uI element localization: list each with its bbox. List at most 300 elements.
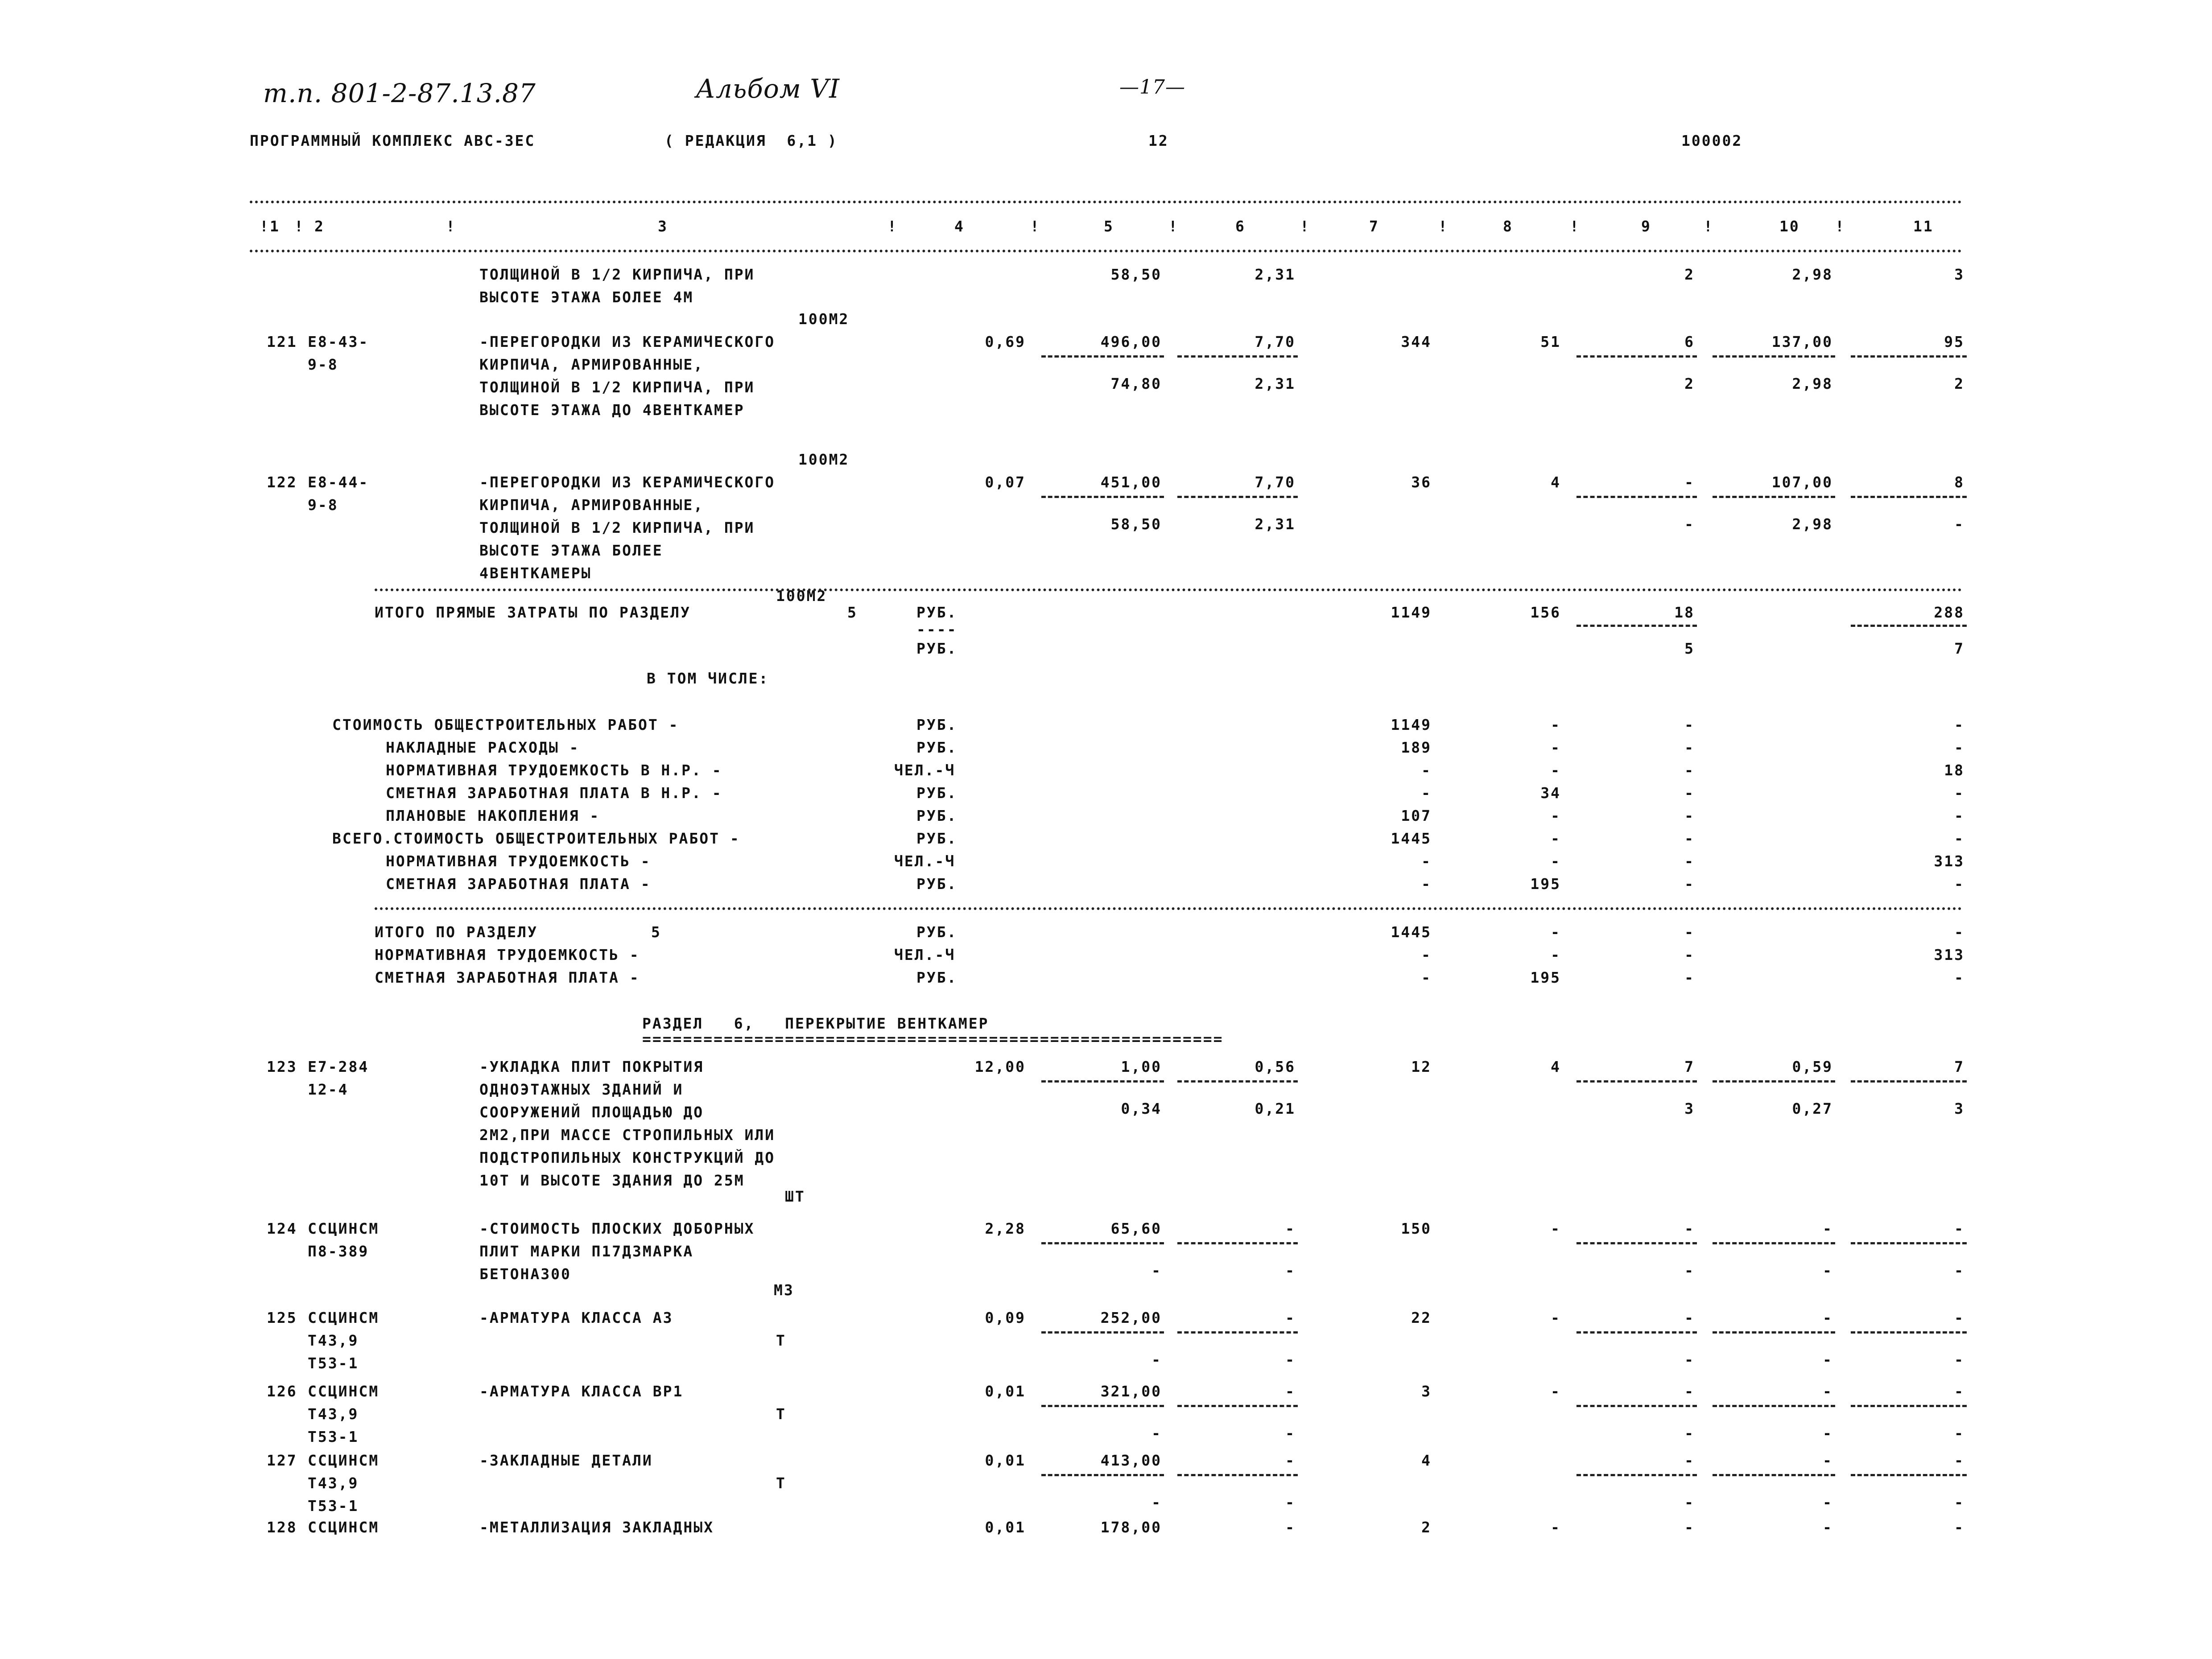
cell-c7: - (1421, 969, 1432, 986)
column-header-7: 7 (1369, 218, 1379, 235)
item-code: ССЦИНСМ (308, 1220, 380, 1237)
section6-title: РАЗДЕЛ 6, ПЕРЕКРЫТИЕ ВЕНТКАМЕР (642, 1015, 989, 1032)
item-unit: 100М2 (798, 451, 850, 468)
cell-c9: - (1684, 1519, 1695, 1536)
cell-c6: - (1285, 1519, 1296, 1536)
cell-c7: 22 (1411, 1309, 1432, 1326)
cell-c6: - (1285, 1383, 1296, 1400)
cell-c4: 0,69 (985, 333, 1026, 350)
total-direct-label: ИТОГО ПРЯМЫЕ ЗАТРАТЫ ПО РАЗДЕЛУ (375, 604, 691, 621)
item-description-line: -УКЛАДКА ПЛИТ ПОКРЫТИЯ (479, 1058, 704, 1075)
cell-c10: - (1823, 1309, 1833, 1326)
cell-c8: 34 (1540, 784, 1561, 802)
cell-c9: - (1684, 716, 1695, 733)
subtotal-dash (1851, 496, 1967, 498)
cell-c11-wage: - (1954, 515, 1964, 533)
cell-c7: 3 (1421, 1383, 1432, 1400)
section-total-label: СМЕТНАЯ ЗАРАБОТНАЯ ПЛАТА - (375, 969, 640, 986)
cell-c8: - (1551, 1519, 1561, 1536)
cell-c6: 7,70 (1255, 473, 1296, 491)
cell-c7: 344 (1401, 333, 1432, 350)
unit-label: РУБ. (916, 784, 957, 802)
item-description-line: ТОЛЩИНОЙ В 1/2 КИРПИЧА, ПРИ (479, 266, 755, 283)
item-code: Т43,9 (308, 1405, 359, 1423)
item-description-line: ТОЛЩИНОЙ В 1/2 КИРПИЧА, ПРИ (479, 519, 755, 536)
cell-c8: 156 (1530, 604, 1561, 621)
cell-c7: 2 (1421, 1519, 1432, 1536)
column-header-4: 4 (954, 218, 965, 235)
cell-c8: - (1551, 716, 1561, 733)
unit-label: ЧЕЛ.-Ч (894, 762, 956, 779)
subtotal-dash (1576, 1474, 1697, 1476)
cell-c9: - (1684, 1452, 1695, 1469)
cell-c9: - (1684, 762, 1695, 779)
cell-c8: 195 (1530, 875, 1561, 893)
cell-c11: - (1954, 969, 1964, 986)
cell-c11: - (1954, 1309, 1964, 1326)
column-separator: ! (1300, 218, 1310, 235)
cell-c8: 4 (1551, 473, 1561, 491)
item-description-line: 2М2,ПРИ МАССЕ СТРОПИЛЬНЫХ ИЛИ (479, 1126, 776, 1144)
cell-c10-wage: 2,98 (1792, 515, 1833, 533)
item-description-line: ПОДСТРОПИЛЬНЫХ КОНСТРУКЦИЙ ДО (479, 1149, 776, 1166)
column-separator: ! (1030, 218, 1040, 235)
column-separator: ! (260, 218, 270, 235)
unit-label: РУБ. (916, 830, 957, 847)
cell-c9-wage: - (1684, 1351, 1695, 1368)
column-header-8: 8 (1503, 218, 1513, 235)
cell-c6: - (1285, 1220, 1296, 1237)
subtotal-dash (1713, 355, 1835, 358)
item-description-line: -АРМАТУРА КЛАССА ВР1 (479, 1383, 684, 1400)
subtotal-dash (1576, 1080, 1697, 1083)
column-header-11: 11 (1913, 218, 1934, 235)
cell-c8: - (1551, 946, 1561, 963)
subtotal-dash (1041, 496, 1164, 498)
item-description-line: -МЕТАЛЛИЗАЦИЯ ЗАКЛАДНЫХ (479, 1519, 714, 1536)
item-description-line: ТОЛЩИНОЙ В 1/2 КИРПИЧА, ПРИ (479, 379, 755, 396)
cell-c7: 36 (1411, 473, 1432, 491)
unit-label: РУБ. (916, 604, 957, 621)
item-code: ССЦИНСМ (308, 1519, 380, 1536)
cell-c6-wage: - (1285, 1262, 1296, 1279)
cell-c11-wage: 7 (1954, 640, 1964, 657)
cell-c9-wage: 2 (1684, 375, 1695, 392)
item-code: ССЦИНСМ (308, 1383, 380, 1400)
cell-c11-wage: - (1954, 1424, 1964, 1442)
cell-c7: 1149 (1391, 604, 1432, 621)
item-description-line: -ПЕРЕГОРОДКИ ИЗ КЕРАМИЧЕСКОГО (479, 473, 776, 491)
subtotal-dash (1713, 1405, 1835, 1407)
subtotal-dash (1576, 625, 1697, 627)
item-number: 124 (267, 1220, 297, 1237)
cell-c4: 0,07 (985, 473, 1026, 491)
cell-c7: 1149 (1391, 716, 1432, 733)
subtotal-dash (1576, 496, 1697, 498)
cell-c11-wage: 2 (1954, 375, 1964, 392)
item-code: П8-389 (308, 1243, 369, 1260)
item-code: 9-8 (308, 496, 338, 514)
cell-c6: 7,70 (1255, 333, 1296, 350)
column-header-9: 9 (1641, 218, 1651, 235)
cell-c8: - (1551, 739, 1561, 756)
subtotal-dash (1713, 1331, 1835, 1334)
item-code: Е8-43- (308, 333, 369, 350)
cell-c5: 252,00 (1100, 1309, 1162, 1326)
item-description-line: -СТОИМОСТЬ ПЛОСКИХ ДОБОРНЫХ (479, 1220, 755, 1237)
item-code: Т43,9 (308, 1332, 359, 1349)
column-header-5: 5 (1104, 218, 1114, 235)
cell-c5: 496,00 (1100, 333, 1162, 350)
item-unit: Т (776, 1474, 786, 1492)
cell-c5: 65,60 (1110, 1220, 1162, 1237)
cell-c8: 195 (1530, 969, 1561, 986)
header-bottom-rule (250, 250, 1962, 252)
item-code: Т53-1 (308, 1497, 359, 1515)
summary-label: НОРМАТИВНАЯ ТРУДОЕМКОСТЬ - (386, 852, 651, 870)
cell-col11: 3 (1954, 266, 1964, 283)
section-total-label: ИТОГО ПО РАЗДЕЛУ (375, 923, 538, 941)
summary-label: НАКЛАДНЫЕ РАСХОДЫ - (386, 739, 580, 756)
item-description-line: КИРПИЧА, АРМИРОВАННЫЕ, (479, 496, 704, 514)
cell-c5-wage: 58,50 (1110, 515, 1162, 533)
handwritten-album: Альбом VI (696, 74, 840, 104)
cell-c4: 0,01 (985, 1383, 1026, 1400)
subtotal-dash (1851, 1405, 1967, 1407)
item-description-line: ВЫСОТЕ ЭТАЖА БОЛЕЕ (479, 542, 663, 559)
subtotal-dash (1851, 355, 1967, 358)
item-unit: Т (776, 1332, 786, 1349)
including-label: В ТОМ ЧИСЛЕ: (647, 670, 769, 687)
subtotal-dash (1713, 1242, 1835, 1244)
subtotal-dash (1576, 1405, 1697, 1407)
cell-c5-wage: - (1151, 1262, 1162, 1279)
unit-label: РУБ. (916, 807, 957, 824)
cell-c5: 413,00 (1100, 1452, 1162, 1469)
cell-c9: - (1684, 807, 1695, 824)
cell-c11: 313 (1934, 946, 1964, 963)
subtotal-dash (1713, 1080, 1835, 1083)
item-code: Т43,9 (308, 1474, 359, 1492)
subtotal-dash (1851, 1331, 1967, 1334)
section-rule (375, 907, 1962, 910)
cell-c5: 321,00 (1100, 1383, 1162, 1400)
item-number: 128 (267, 1519, 297, 1536)
item-code: 12-4 (308, 1081, 349, 1098)
column-header-6: 6 (1235, 218, 1246, 235)
unit-label: ЧЕЛ.-Ч (894, 852, 956, 870)
cell-c7: - (1421, 762, 1432, 779)
cell-c4: 2,28 (985, 1220, 1026, 1237)
total-direct-section: 5 (847, 604, 858, 621)
summary-label: СМЕТНАЯ ЗАРАБОТНАЯ ПЛАТА В Н.Р. - (386, 784, 722, 802)
subtotal-dash (1177, 1405, 1298, 1407)
column-separator: ! (294, 218, 305, 235)
subtotal-dash (1576, 1331, 1697, 1334)
unit-label: РУБ. (916, 875, 957, 893)
cell-c10: 137,00 (1771, 333, 1833, 350)
cell-c11: 313 (1934, 852, 1964, 870)
column-separator: ! (1704, 218, 1714, 235)
cell-c8: - (1551, 1309, 1561, 1326)
cell-c11: 95 (1944, 333, 1964, 350)
cell-c11: 8 (1954, 473, 1964, 491)
section-rule (375, 589, 1962, 591)
cell-c9: - (1684, 1309, 1695, 1326)
subtotal-dash (1177, 1242, 1298, 1244)
cell-c5: 451,00 (1100, 473, 1162, 491)
cell-c7: - (1421, 852, 1432, 870)
subtotal-dash (1041, 355, 1164, 358)
item-number: 125 (267, 1309, 297, 1326)
cell-c6-wage: 2,31 (1255, 375, 1296, 392)
cell-c6: - (1285, 1452, 1296, 1469)
cell-c9-wage: 5 (1684, 640, 1695, 657)
item-unit: ШТ (785, 1188, 805, 1205)
section-total-number: 5 (651, 923, 661, 941)
item-number: 126 (267, 1383, 297, 1400)
item-code: ССЦИНСМ (308, 1452, 380, 1469)
item-number: 127 (267, 1452, 297, 1469)
subtotal-dash (1177, 1331, 1298, 1334)
cell-c10-wage: - (1823, 1424, 1833, 1442)
cell-c6-wage: - (1285, 1351, 1296, 1368)
cell-c9: - (1684, 830, 1695, 847)
subtotal-dash (1041, 1331, 1164, 1334)
subtotal-dash (1041, 1474, 1164, 1476)
column-separator: ! (1570, 218, 1580, 235)
cell-c9-wage: - (1684, 1262, 1695, 1279)
cell-c11: 288 (1934, 604, 1964, 621)
cell-c4: 0,01 (985, 1452, 1026, 1469)
item-description-line: ВЫСОТЕ ЭТАЖА ДО 4ВЕНТКАМЕР (479, 401, 745, 419)
cell-c9-wage: - (1684, 1424, 1695, 1442)
cell-c5-wage: 0,34 (1121, 1100, 1162, 1117)
cell-c10-wage: - (1823, 1494, 1833, 1511)
cell-c9: - (1684, 852, 1695, 870)
cell-c7: 150 (1401, 1220, 1432, 1237)
cell-c9: - (1684, 946, 1695, 963)
cell-c9: - (1684, 784, 1695, 802)
cell-c7: - (1421, 784, 1432, 802)
cell-c6-wage: 0,21 (1255, 1100, 1296, 1117)
cell-c11: - (1954, 716, 1964, 733)
subtotal-dash (1041, 1242, 1164, 1244)
subtotal-dash (1851, 1080, 1967, 1083)
item-description-line: БЕТОНА300 (479, 1265, 571, 1283)
item-code: Е7-284 (308, 1058, 369, 1075)
subtotal-dash (1851, 625, 1967, 627)
summary-label: СТОИМОСТЬ ОБЩЕСТРОИТЕЛЬНЫХ РАБОТ - (332, 716, 679, 733)
subtotal-dash (1177, 496, 1298, 498)
item-description-line: 10Т И ВЫСОТЕ ЗДАНИЯ ДО 25М (479, 1172, 745, 1189)
cell-c11-wage: - (1954, 1351, 1964, 1368)
subtotal-dash (1576, 355, 1697, 358)
subtotal-dash (1851, 1242, 1967, 1244)
cell-c9: - (1684, 923, 1695, 941)
cell-c11: - (1954, 784, 1964, 802)
summary-label: НОРМАТИВНАЯ ТРУДОЕМКОСТЬ В Н.Р. - (386, 762, 722, 779)
item-description-line: 4ВЕНТКАМЕРЫ (479, 564, 592, 582)
item-unit: Т (776, 1405, 786, 1423)
item-unit: 100М2 (776, 587, 827, 605)
cell-c10-wage: 2,98 (1792, 375, 1833, 392)
item-description-line: -ПЕРЕГОРОДКИ ИЗ КЕРАМИЧЕСКОГО (479, 333, 776, 350)
item-description-line: -ЗАКЛАДНЫЕ ДЕТАЛИ (479, 1452, 653, 1469)
cell-c5: 178,00 (1100, 1519, 1162, 1536)
cell-c11: - (1954, 1383, 1964, 1400)
item-unit: М3 (774, 1281, 794, 1299)
item-code: Е8-44- (308, 473, 369, 491)
unit-separator: ---- (916, 621, 957, 638)
item-code: 9-8 (308, 356, 338, 373)
subtotal-dash (1177, 1080, 1298, 1083)
section6-underline: ========================================================= (642, 1030, 1224, 1048)
cell-c7: 12 (1411, 1058, 1432, 1075)
item-code: Т53-1 (308, 1428, 359, 1445)
unit-label: РУБ. (916, 923, 957, 941)
cell-c11: - (1954, 807, 1964, 824)
cell-c9: - (1684, 969, 1695, 986)
cell-c9: 7 (1684, 1058, 1695, 1075)
cell-c9-wage: - (1684, 1494, 1695, 1511)
summary-label: ВСЕГО.СТОИМОСТЬ ОБЩЕСТРОИТЕЛЬНЫХ РАБОТ - (332, 830, 740, 847)
cell-c9: - (1684, 473, 1695, 491)
cell-c6: - (1285, 1309, 1296, 1326)
item-description-line: ПЛИТ МАРКИ П17ДЗМАРКА (479, 1243, 694, 1260)
cell-c9: 18 (1674, 604, 1695, 621)
cell-col6: 2,31 (1255, 266, 1296, 283)
item-code: ССЦИНСМ (308, 1309, 380, 1326)
cell-c8: 51 (1540, 333, 1561, 350)
cell-c11: - (1954, 1452, 1964, 1469)
item-description-line: КИРПИЧА, АРМИРОВАННЫЕ, (479, 356, 704, 373)
program-name: ПРОГРАММНЫЙ КОМПЛЕКС АВС-3ЕС (250, 132, 536, 149)
cell-c9: - (1684, 1383, 1695, 1400)
section-total-label: НОРМАТИВНАЯ ТРУДОЕМКОСТЬ - (375, 946, 640, 963)
subtotal-dash (1713, 1474, 1835, 1476)
cell-c10: 0,59 (1792, 1058, 1833, 1075)
program-number: 12 (1148, 132, 1169, 149)
cell-c7: 4 (1421, 1452, 1432, 1469)
cell-c5-wage: - (1151, 1424, 1162, 1442)
summary-label: ПЛАНОВЫЕ НАКОПЛЕНИЯ - (386, 807, 600, 824)
item-description-line: -АРМАТУРА КЛАССА А3 (479, 1309, 673, 1326)
cell-c9: - (1684, 1220, 1695, 1237)
unit-label: РУБ. (916, 739, 957, 756)
subtotal-dash (1041, 1405, 1164, 1407)
cell-c10-wage: - (1823, 1262, 1833, 1279)
column-separator: ! (1835, 218, 1845, 235)
column-separator: ! (1438, 218, 1449, 235)
cell-c7: 1445 (1391, 923, 1432, 941)
unit-label: РУБ. (916, 716, 957, 733)
unit-label: РУБ. (916, 969, 957, 986)
unit-label: РУБ. (916, 640, 957, 657)
cell-col9: 2 (1684, 266, 1695, 283)
item-description-line: ОДНОЭТАЖНЫХ ЗДАНИЙ И (479, 1081, 684, 1098)
cell-c11: - (1954, 875, 1964, 893)
cell-c7: 1445 (1391, 830, 1432, 847)
column-separator: ! (887, 218, 898, 235)
unit-label: ЧЕЛ.-Ч (894, 946, 956, 963)
cell-c10: - (1823, 1452, 1833, 1469)
column-separator: ! (1168, 218, 1179, 235)
item-description-line: ВЫСОТЕ ЭТАЖА БОЛЕЕ 4М (479, 288, 694, 306)
subtotal-dash (1576, 1242, 1697, 1244)
column-header-2: 2 (314, 218, 325, 235)
cell-c6-wage: 2,31 (1255, 515, 1296, 533)
handwritten-page-number: —17— (1119, 76, 1185, 99)
subtotal-dash (1177, 1474, 1298, 1476)
column-header-3: 3 (658, 218, 668, 235)
cell-c6-wage: - (1285, 1424, 1296, 1442)
item-number: 123 (267, 1058, 297, 1075)
cell-c10: 107,00 (1771, 473, 1833, 491)
cell-c10: - (1823, 1383, 1833, 1400)
cell-c10: - (1823, 1220, 1833, 1237)
cell-c11-wage: - (1954, 1494, 1964, 1511)
summary-label: СМЕТНАЯ ЗАРАБОТНАЯ ПЛАТА - (386, 875, 651, 893)
cell-c7: - (1421, 946, 1432, 963)
cell-c11: 18 (1944, 762, 1964, 779)
cell-c5: 1,00 (1121, 1058, 1162, 1075)
subtotal-dash (1177, 355, 1298, 358)
cell-c9: - (1684, 739, 1695, 756)
cell-col10: 2,98 (1792, 266, 1833, 283)
cell-c7: - (1421, 875, 1432, 893)
cell-col5: 58,50 (1110, 266, 1162, 283)
cell-c11-wage: - (1954, 1262, 1964, 1279)
program-edition: ( РЕДАКЦИЯ 6,1 ) (664, 132, 838, 149)
cell-c7: 107 (1401, 807, 1432, 824)
cell-c9-wage: - (1684, 515, 1695, 533)
column-header-1: 1 (270, 218, 280, 235)
cell-c8: - (1551, 1383, 1561, 1400)
item-code: Т53-1 (308, 1354, 359, 1372)
cell-c11: - (1954, 739, 1964, 756)
cell-c11: - (1954, 830, 1964, 847)
cell-c10-wage: 0,27 (1792, 1100, 1833, 1117)
cell-c10: - (1823, 1519, 1833, 1536)
cell-c6: 0,56 (1255, 1058, 1296, 1075)
subtotal-dash (1851, 1474, 1967, 1476)
cell-c10-wage: - (1823, 1351, 1833, 1368)
cell-c8: - (1551, 762, 1561, 779)
item-number: 122 (267, 473, 297, 491)
cell-c8: - (1551, 923, 1561, 941)
subtotal-dash (1041, 1080, 1164, 1083)
item-number: 121 (267, 333, 297, 350)
cell-c11: 7 (1954, 1058, 1964, 1075)
column-separator: ! (446, 218, 456, 235)
cell-c11: - (1954, 1519, 1964, 1536)
cell-c5-wage: - (1151, 1351, 1162, 1368)
cell-c7: 189 (1401, 739, 1432, 756)
cell-c4: 0,09 (985, 1309, 1026, 1326)
cell-c9: - (1684, 875, 1695, 893)
cell-c9: 6 (1684, 333, 1695, 350)
program-code: 100002 (1681, 132, 1743, 149)
item-description-line: СООРУЖЕНИЙ ПЛОЩАДЬЮ ДО (479, 1103, 704, 1121)
cell-c8: - (1551, 852, 1561, 870)
cell-c6-wage: - (1285, 1494, 1296, 1511)
cell-c8: - (1551, 1220, 1561, 1237)
cell-c11-wage: 3 (1954, 1100, 1964, 1117)
cell-c5-wage: 74,80 (1110, 375, 1162, 392)
item-unit: 100М2 (798, 310, 850, 328)
cell-c11: - (1954, 923, 1964, 941)
